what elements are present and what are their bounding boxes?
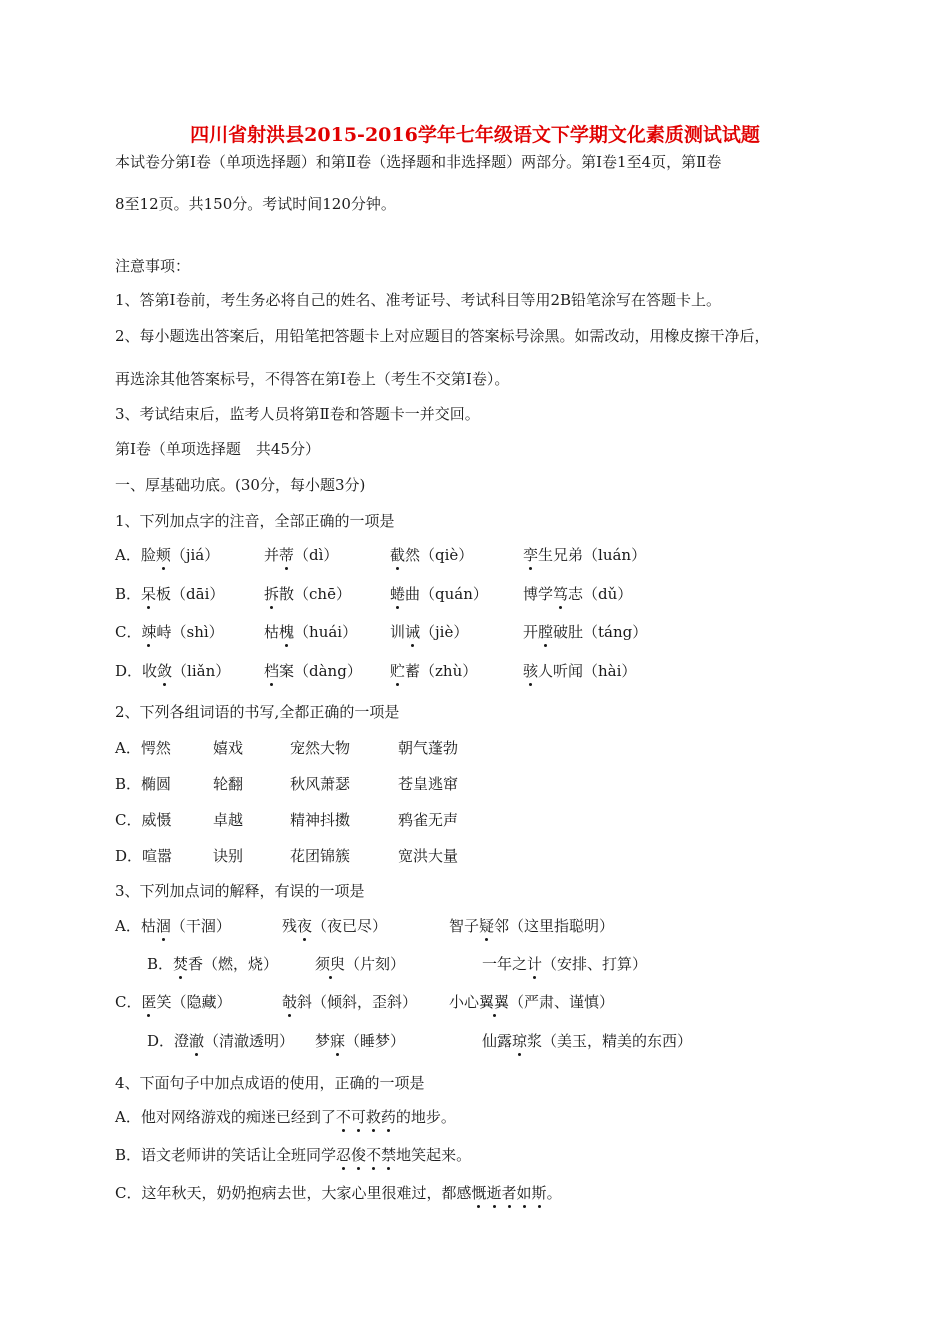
- q2-option-b-2: 轮翻: [213, 775, 244, 793]
- q2-option-d-4: 宽洪大量: [398, 847, 459, 865]
- q2-option-a-4: 朝气蓬勃: [398, 739, 459, 757]
- q1-option-c-word-2: 枯槐（huái）: [264, 623, 358, 641]
- q3-option-c-term-2: 攲斜（倾斜，歪斜）: [282, 993, 418, 1011]
- q1-option-b-word-2: 拆散（chē）: [264, 585, 351, 603]
- note-3: 3、考试结束后，监考人员将第Ⅱ卷和答题卡一并交回。: [115, 405, 480, 423]
- q2-stem: 2、下列各组词语的书写,全都正确的一项是: [115, 703, 400, 721]
- intro-line-1: 本试卷分第Ⅰ卷（单项选择题）和第Ⅱ卷（选择题和非选择题）两部分。第Ⅰ卷1至4页，第Ⅱ卷: [115, 153, 722, 171]
- q3-option-a-term-1: A．枯涸（干涸）: [115, 917, 231, 935]
- q2-option-b-1: B．椭圆: [115, 775, 172, 793]
- q1-option-d-word-2: 档案（dàng）: [264, 662, 362, 680]
- q2-option-d-1: D．喧嚣: [115, 847, 173, 865]
- q1-option-a-word-4: 孪生兄弟（luán）: [523, 546, 647, 564]
- q3-option-d-term-2: 梦寐（睡梦）: [315, 1032, 406, 1050]
- q1-option-a-word-1: A．脸颊（jiá）: [115, 546, 220, 564]
- q4-option-b-idiom: 忍俊不禁: [336, 1146, 397, 1164]
- q3-option-d-term-3: 仙露琼浆（美玉，精美的东西）: [482, 1032, 693, 1050]
- q1-stem: 1、下列加点字的注音，全部正确的一项是: [115, 512, 395, 530]
- q2-option-a-3: 宠然大物: [290, 739, 351, 757]
- q2-option-c-1: C．威慑: [115, 811, 172, 829]
- q1-option-d-word-4: 骇人听闻（hài）: [523, 662, 637, 680]
- q3-option-c-term-3: 小心翼翼（严肃、谨慎）: [449, 993, 615, 1011]
- q4-option-b: B．语文老师讲的笑话让全班同学忍俊不禁地笑起来。: [115, 1146, 472, 1164]
- q4-option-c: C．这年秋天，奶奶抱病去世，大家心里很难过，都感慨逝者如斯。: [115, 1184, 562, 1202]
- section-1-heading: 一、厚基础功底。(30分，每小题3分): [115, 476, 366, 494]
- note-2a: 2、每小题选出答案后，用铅笔把答题卡上对应题目的答案标号涂黑。如需改动，用橡皮擦干净后，: [115, 327, 770, 345]
- q4-stem: 4、下面句子中加点成语的使用，正确的一项是: [115, 1074, 425, 1092]
- q1-option-c-word-4: 开膛破肚（táng）: [523, 623, 648, 641]
- q2-option-b-4: 苍皇逃窜: [398, 775, 459, 793]
- q4-option-a-idiom: 不可救药: [335, 1108, 396, 1126]
- q2-option-c-4: 鸦雀无声: [398, 811, 459, 829]
- q2-option-a-1: A．愕然: [115, 739, 171, 757]
- q3-option-a-term-3: 智子疑邻（这里指聪明）: [449, 917, 615, 935]
- document-title: 四川省射洪县2015-2016学年七年级语文下学期文化素质测试试题: [190, 124, 760, 146]
- q3-option-a-term-2: 残夜（夜已尽）: [282, 917, 388, 935]
- q2-option-d-3: 花团锦簇: [290, 847, 351, 865]
- q1-option-d-word-3: 贮蓄（zhù）: [390, 662, 478, 680]
- q3-option-b-term-3: 一年之计（安排、打算）: [482, 955, 648, 973]
- q1-option-c-word-3: 训诫（jiè）: [390, 623, 469, 641]
- q3-stem: 3、下列加点词的解释，有误的一项是: [115, 882, 365, 900]
- q4-option-c-idiom: 慨逝者如斯: [471, 1184, 547, 1202]
- q2-option-c-2: 卓越: [213, 811, 244, 829]
- note-1: 1、答第Ⅰ卷前，考生务必将自己的姓名、准考证号、考试科目等用2B铅笔涂写在答题卡上。: [115, 291, 722, 309]
- q1-option-b-word-4: 博学笃志（dǔ）: [523, 585, 633, 603]
- q1-option-c-word-1: C．竦峙（shì）: [115, 623, 224, 641]
- q1-option-a-word-2: 并蒂（dì）: [264, 546, 339, 564]
- note-2b: 再选涂其他答案标号，不得答在第Ⅰ卷上（考生不交第Ⅰ卷）。: [115, 370, 510, 388]
- q3-option-d-term-1: D．澄澈（清澈透明）: [147, 1032, 295, 1050]
- q3-option-b-term-2: 须臾（片刻）: [315, 955, 406, 973]
- q3-option-c-term-1: C．匿笑（隐藏）: [115, 993, 232, 1011]
- q1-option-b-word-3: 蜷曲（quán）: [390, 585, 488, 603]
- q2-option-c-3: 精神抖擞: [290, 811, 351, 829]
- q3-option-b-term-1: B．焚香（燃，烧）: [147, 955, 279, 973]
- q2-option-d-2: 诀别: [213, 847, 244, 865]
- notes-heading: 注意事项：: [115, 257, 191, 275]
- q1-option-b-word-1: B．呆板（dāi）: [115, 585, 225, 603]
- q4-option-a: A．他对网络游戏的痴迷已经到了不可救药的地步。: [115, 1108, 456, 1126]
- intro-line-2: 8至12页。共150分。考试时间120分钟。: [115, 195, 396, 213]
- q1-option-d-word-1: D．收敛（liǎn）: [115, 662, 231, 680]
- part-1-heading: 第Ⅰ卷（单项选择题 共45分）: [115, 440, 321, 458]
- q1-option-a-word-3: 截然（qiè）: [390, 546, 474, 564]
- q2-option-b-3: 秋风萧瑟: [290, 775, 351, 793]
- q2-option-a-2: 嬉戏: [213, 739, 244, 757]
